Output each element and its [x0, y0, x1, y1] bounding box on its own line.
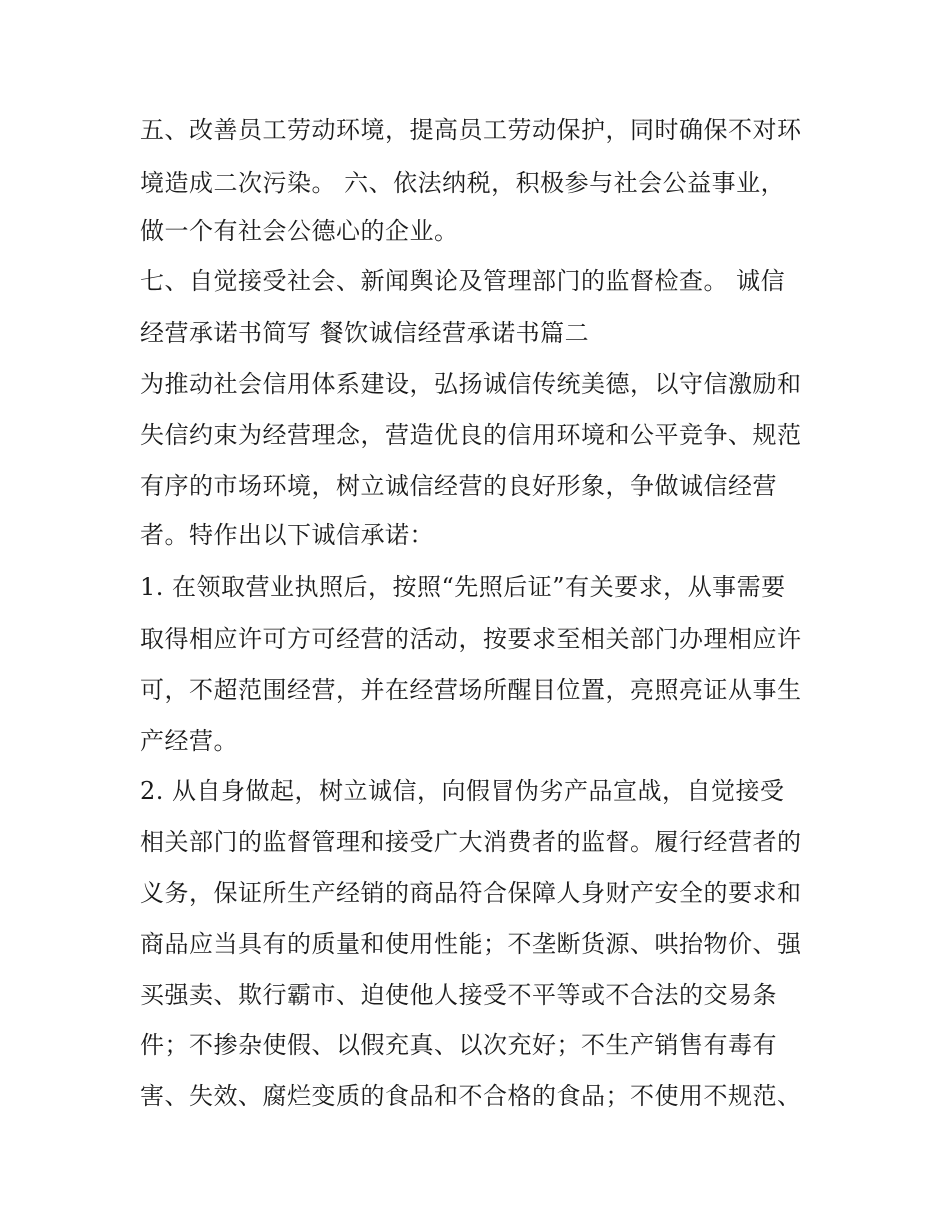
text-line: 1. 在领取营业执照后，按照“先照后证”有关要求，从事需要 [140, 573, 786, 601]
text-line: 五、改善员工劳动环境，提高员工劳动保护，同时确保不对环 [140, 116, 802, 144]
text-line: 做一个有社会公德心的企业。 [140, 217, 459, 245]
text-line: 经营承诺书简写 餐饮诚信经营承诺书篇二 [140, 319, 590, 347]
text-line: 可，不超范围经营，并在经营场所醒目位置，亮照亮证从事生 [140, 676, 802, 704]
text-line: 七、自觉接受社会、新闻舆论及管理部门的监督检查。 诚信 [140, 267, 786, 295]
text-line: 买强卖、欺行霸市、迫使他人接受不平等或不合法的交易条 [140, 981, 777, 1009]
text-line: 件；不掺杂使假、以假充真、以次充好；不生产销售有毒有 [140, 1031, 777, 1059]
text-line: 为推动社会信用体系建设，弘扬诚信传统美德，以守信激励和 [140, 370, 802, 398]
text-line: 境造成二次污染。 六、依法纳税，积极参与社会公益事业， [140, 169, 786, 197]
text-line: 者。特作出以下诚信承诺： [140, 521, 434, 549]
text-line: 相关部门的监督管理和接受广大消费者的监督。履行经营者的 [140, 828, 802, 856]
text-line: 取得相应许可方可经营的活动，按要求至相关部门办理相应许 [140, 625, 802, 653]
text-line: 有序的市场环境，树立诚信经营的良好形象，争做诚信经营 [140, 472, 777, 500]
text-line: 2. 从自身做起，树立诚信，向假冒伪劣产品宣战，自觉接受 [140, 777, 785, 805]
text-line: 商品应当具有的质量和使用性能；不垄断货源、哄抬物价、强 [140, 930, 802, 958]
text-line: 产经营。 [140, 727, 238, 755]
text-line: 害、失效、腐烂变质的食品和不合格的食品；不使用不规范、 [140, 1082, 802, 1110]
text-line: 失信约束为经营理念，营造优良的信用环境和公平竞争、规范 [140, 421, 802, 449]
text-line: 义务，保证所生产经销的商品符合保障人身财产安全的要求和 [140, 879, 802, 907]
